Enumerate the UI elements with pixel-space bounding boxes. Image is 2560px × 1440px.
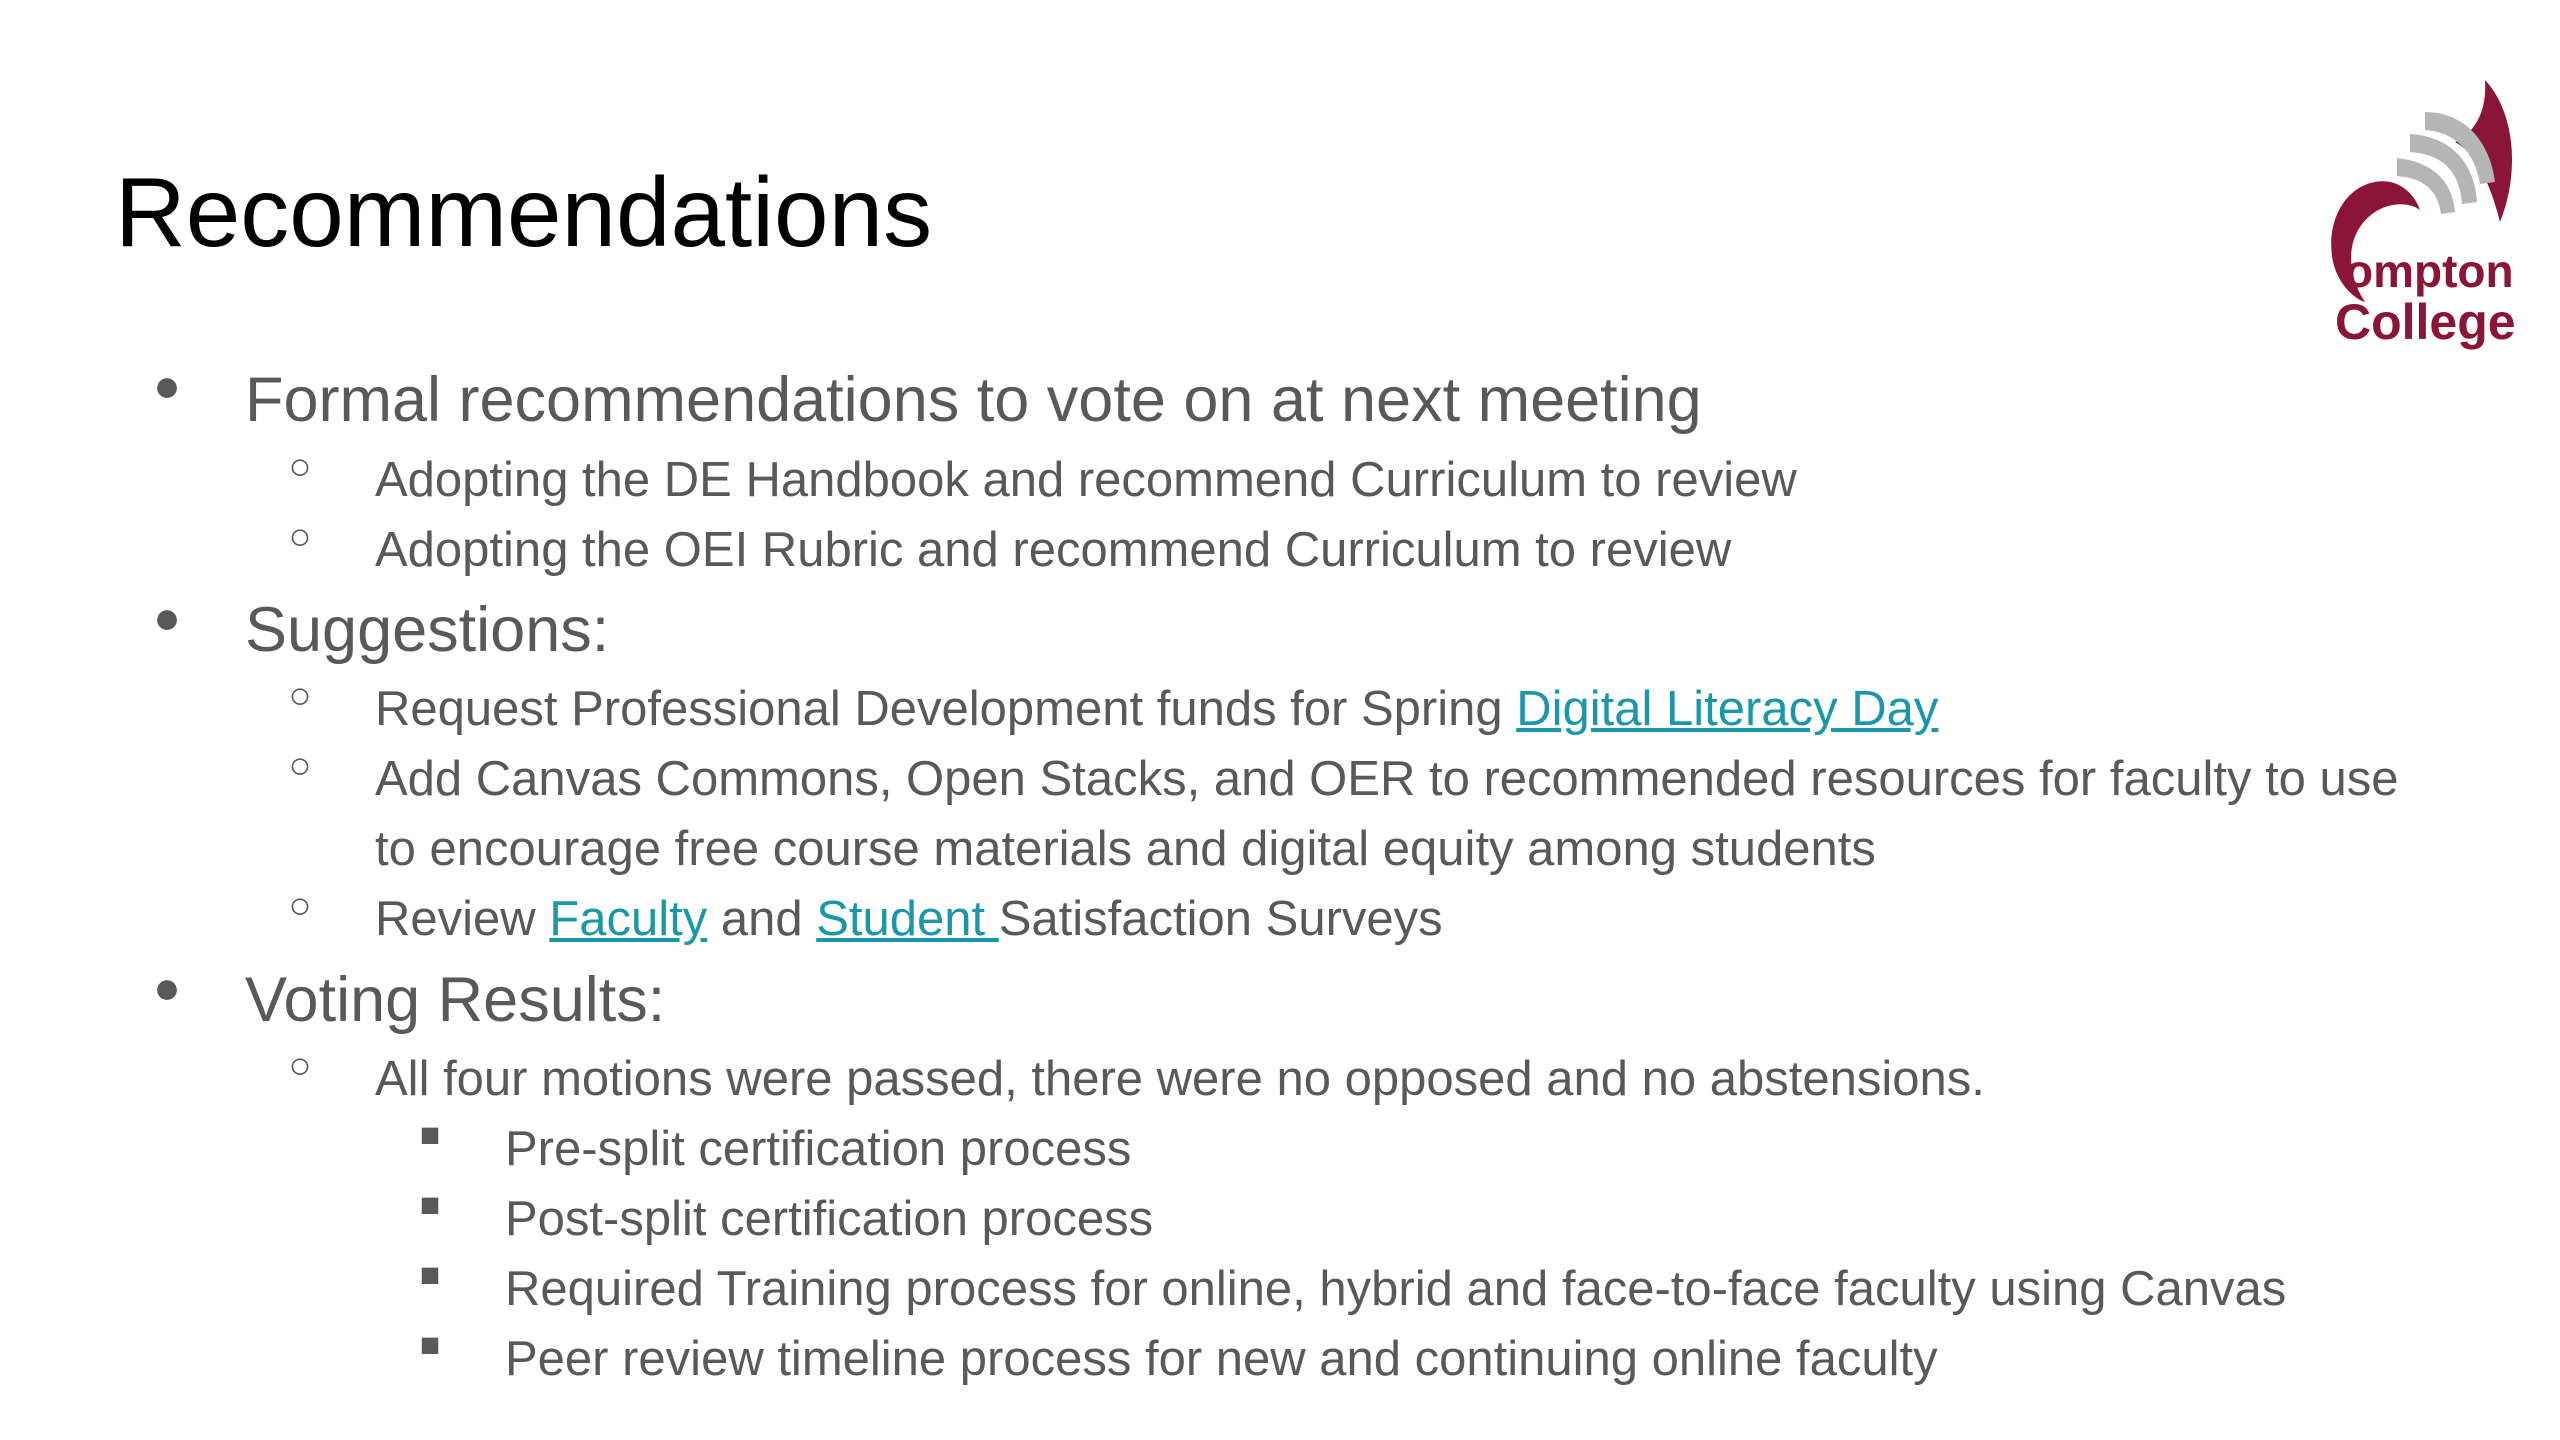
faculty-survey-link[interactable]: Faculty bbox=[549, 892, 708, 946]
bullet-l3: ■ bbox=[419, 1256, 441, 1294]
student-survey-link[interactable]: Student bbox=[816, 892, 999, 946]
bullet-l2: ○ bbox=[288, 675, 312, 717]
bullet-l2: ○ bbox=[288, 1045, 312, 1087]
list-item: Adopting the OEI Rubric and recommend Curriculum to review bbox=[375, 523, 1732, 577]
bullet-l3: ■ bbox=[419, 1116, 441, 1154]
bullet-l3: ■ bbox=[419, 1326, 441, 1364]
bullet-l2: ○ bbox=[288, 516, 312, 558]
compton-college-logo bbox=[2305, 72, 2525, 352]
list-item-text: and bbox=[707, 892, 817, 946]
list-item-text: Request Professional Development funds for Spring bbox=[375, 682, 1517, 736]
list-item-continuation: to encourage free course materials and digital equity among students bbox=[375, 822, 1876, 876]
list-item-text: Satisfaction Surveys bbox=[998, 892, 1443, 946]
list-item: Voting Results: bbox=[245, 965, 666, 1035]
bullet-l1: ● bbox=[153, 961, 181, 1013]
bullet-l2: ○ bbox=[288, 745, 312, 787]
logo-word-2: College bbox=[2335, 294, 2516, 350]
list-item bbox=[375, 885, 1443, 953]
list-item bbox=[375, 675, 1938, 743]
list-item: Adopting the DE Handbook and recommend Curriculum to review bbox=[375, 453, 1797, 507]
bullet-l2: ○ bbox=[288, 446, 312, 488]
list-item: Add Canvas Commons, Open Stacks, and OER to recommended resources for faculty to use bbox=[375, 752, 2399, 806]
slide-title: Recommendations bbox=[115, 157, 933, 267]
list-item: Post-split certification process bbox=[505, 1192, 1154, 1246]
list-item: All four motions were passed, there were no opposed and no abstensions. bbox=[375, 1052, 1985, 1106]
list-item: Formal recommendations to vote on at next meeting bbox=[245, 365, 1702, 435]
list-item: Peer review timeline process for new and continuing online faculty bbox=[505, 1332, 1938, 1386]
bullet-l1: ● bbox=[153, 591, 181, 643]
list-item: Suggestions: bbox=[245, 595, 610, 665]
bullet-l1: ● bbox=[153, 359, 181, 411]
list-item-text: Review bbox=[375, 892, 550, 946]
logo-word-1: ompton bbox=[2345, 245, 2514, 297]
bullet-l2: ○ bbox=[288, 885, 312, 927]
bullet-l3: ■ bbox=[419, 1186, 441, 1224]
list-item: Pre-split certification process bbox=[505, 1122, 1132, 1176]
digital-literacy-day-link[interactable]: Digital Literacy Day bbox=[1516, 682, 1939, 736]
list-item: Required Training process for online, hybrid and face-to-face faculty using Canvas bbox=[505, 1262, 2287, 1316]
